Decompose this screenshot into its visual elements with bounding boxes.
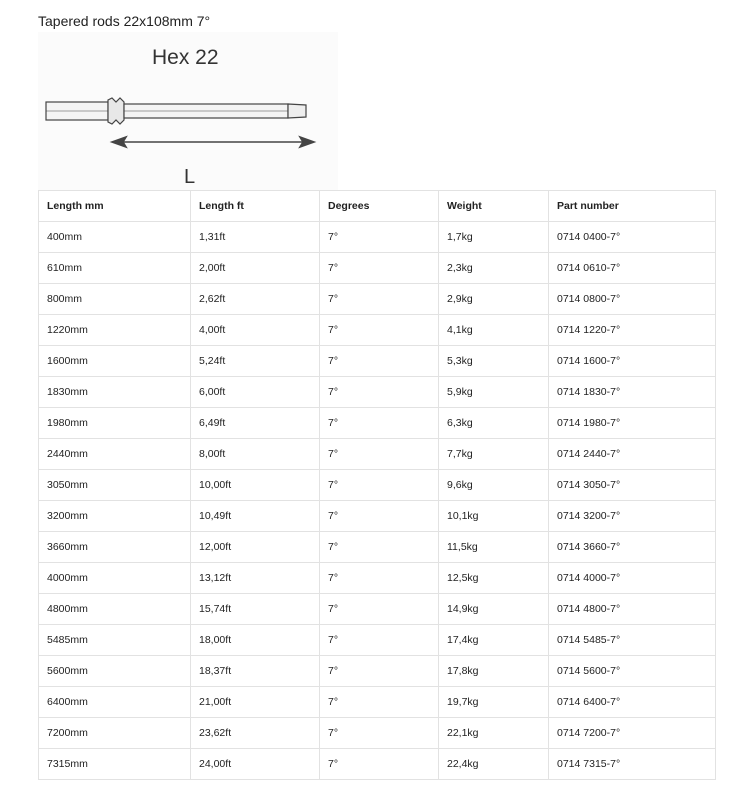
part-number-cell: 0714 3200-7° <box>549 501 716 532</box>
degrees-cell: 7° <box>320 687 439 718</box>
length-mm-cell: 3660mm <box>39 532 191 563</box>
table-row <box>39 253 716 284</box>
table-row <box>39 687 716 718</box>
length-mm-cell: 1830mm <box>39 377 191 408</box>
length-mm-cell: 3200mm <box>39 501 191 532</box>
length-ft-cell: 6,49ft <box>191 408 320 439</box>
part-number-cell: 0714 1830-7° <box>549 377 716 408</box>
part-number-cell: 0714 6400-7° <box>549 687 716 718</box>
header-weight: Weight <box>439 191 549 222</box>
part-number-cell: 0714 3660-7° <box>549 532 716 563</box>
degrees-cell: 7° <box>320 501 439 532</box>
part-number-cell: 0714 5485-7° <box>549 625 716 656</box>
length-ft-cell: 6,00ft <box>191 377 320 408</box>
weight-cell: 1,7kg <box>439 222 549 253</box>
table-row <box>39 346 716 377</box>
length-mm-cell: 800mm <box>39 284 191 315</box>
table-row <box>39 222 716 253</box>
length-mm-cell: 400mm <box>39 222 191 253</box>
table-header-row <box>39 191 716 222</box>
length-ft-cell: 23,62ft <box>191 718 320 749</box>
length-mm-cell: 5485mm <box>39 625 191 656</box>
degrees-cell: 7° <box>320 222 439 253</box>
length-mm-cell: 6400mm <box>39 687 191 718</box>
length-mm-cell: 610mm <box>39 253 191 284</box>
table-row <box>39 408 716 439</box>
weight-cell: 2,9kg <box>439 284 549 315</box>
part-number-cell: 0714 1980-7° <box>549 408 716 439</box>
header-degrees: Degrees <box>320 191 439 222</box>
length-ft-cell: 8,00ft <box>191 439 320 470</box>
degrees-cell: 7° <box>320 315 439 346</box>
degrees-cell: 7° <box>320 718 439 749</box>
length-ft-cell: 24,00ft <box>191 749 320 780</box>
length-ft-cell: 18,37ft <box>191 656 320 687</box>
table-row <box>39 594 716 625</box>
rod-diagram <box>38 32 338 190</box>
degrees-cell: 7° <box>320 563 439 594</box>
length-label: L <box>184 166 196 188</box>
part-number-cell: 0714 7200-7° <box>549 718 716 749</box>
tapered-rod-drawing <box>38 32 338 190</box>
degrees-cell: 7° <box>320 439 439 470</box>
degrees-cell: 7° <box>320 408 439 439</box>
weight-cell: 5,3kg <box>439 346 549 377</box>
part-number-cell: 0714 1600-7° <box>549 346 716 377</box>
length-ft-cell: 18,00ft <box>191 625 320 656</box>
degrees-cell: 7° <box>320 377 439 408</box>
weight-cell: 19,7kg <box>439 687 549 718</box>
weight-cell: 11,5kg <box>439 532 549 563</box>
length-ft-cell: 21,00ft <box>191 687 320 718</box>
weight-cell: 4,1kg <box>439 315 549 346</box>
length-ft-cell: 2,00ft <box>191 253 320 284</box>
table-row <box>39 718 716 749</box>
weight-cell: 17,4kg <box>439 625 549 656</box>
length-ft-cell: 12,00ft <box>191 532 320 563</box>
length-ft-cell: 13,12ft <box>191 563 320 594</box>
weight-cell: 22,1kg <box>439 718 549 749</box>
part-number-cell: 0714 0400-7° <box>549 222 716 253</box>
degrees-cell: 7° <box>320 594 439 625</box>
length-ft-cell: 5,24ft <box>191 346 320 377</box>
table-row <box>39 532 716 563</box>
weight-cell: 22,4kg <box>439 749 549 780</box>
length-ft-cell: 4,00ft <box>191 315 320 346</box>
weight-cell: 14,9kg <box>439 594 549 625</box>
part-number-cell: 0714 2440-7° <box>549 439 716 470</box>
header-length-mm: Length mm <box>39 191 191 222</box>
table-row <box>39 315 716 346</box>
length-mm-cell: 1220mm <box>39 315 191 346</box>
table-row <box>39 625 716 656</box>
table-row <box>39 470 716 501</box>
length-mm-cell: 1980mm <box>39 408 191 439</box>
part-number-cell: 0714 7315-7° <box>549 749 716 780</box>
length-ft-cell: 10,49ft <box>191 501 320 532</box>
weight-cell: 7,7kg <box>439 439 549 470</box>
table-row <box>39 749 716 780</box>
part-number-cell: 0714 0610-7° <box>549 253 716 284</box>
part-number-cell: 0714 5600-7° <box>549 656 716 687</box>
part-number-cell: 0714 3050-7° <box>549 470 716 501</box>
length-mm-cell: 1600mm <box>39 346 191 377</box>
degrees-cell: 7° <box>320 253 439 284</box>
header-length-ft: Length ft <box>191 191 320 222</box>
table-row <box>39 563 716 594</box>
length-ft-cell: 2,62ft <box>191 284 320 315</box>
weight-cell: 2,3kg <box>439 253 549 284</box>
degrees-cell: 7° <box>320 284 439 315</box>
table-row <box>39 377 716 408</box>
length-mm-cell: 7200mm <box>39 718 191 749</box>
page-title: Tapered rods 22x108mm 7° <box>38 13 211 29</box>
length-ft-cell: 15,74ft <box>191 594 320 625</box>
part-number-cell: 0714 0800-7° <box>549 284 716 315</box>
length-ft-cell: 1,31ft <box>191 222 320 253</box>
table-row <box>39 656 716 687</box>
table-row <box>39 439 716 470</box>
degrees-cell: 7° <box>320 470 439 501</box>
table-row <box>39 284 716 315</box>
weight-cell: 6,3kg <box>439 408 549 439</box>
degrees-cell: 7° <box>320 532 439 563</box>
weight-cell: 10,1kg <box>439 501 549 532</box>
length-mm-cell: 4000mm <box>39 563 191 594</box>
weight-cell: 9,6kg <box>439 470 549 501</box>
length-mm-cell: 7315mm <box>39 749 191 780</box>
degrees-cell: 7° <box>320 656 439 687</box>
degrees-cell: 7° <box>320 346 439 377</box>
part-number-cell: 0714 4800-7° <box>549 594 716 625</box>
header-part-number: Part number <box>549 191 716 222</box>
hex-label: Hex 22 <box>152 46 219 69</box>
weight-cell: 5,9kg <box>439 377 549 408</box>
table-row <box>39 501 716 532</box>
degrees-cell: 7° <box>320 625 439 656</box>
weight-cell: 17,8kg <box>439 656 549 687</box>
specs-table <box>38 190 716 780</box>
part-number-cell: 0714 1220-7° <box>549 315 716 346</box>
length-mm-cell: 2440mm <box>39 439 191 470</box>
weight-cell: 12,5kg <box>439 563 549 594</box>
length-mm-cell: 4800mm <box>39 594 191 625</box>
part-number-cell: 0714 4000-7° <box>549 563 716 594</box>
length-mm-cell: 5600mm <box>39 656 191 687</box>
length-mm-cell: 3050mm <box>39 470 191 501</box>
length-ft-cell: 10,00ft <box>191 470 320 501</box>
degrees-cell: 7° <box>320 749 439 780</box>
